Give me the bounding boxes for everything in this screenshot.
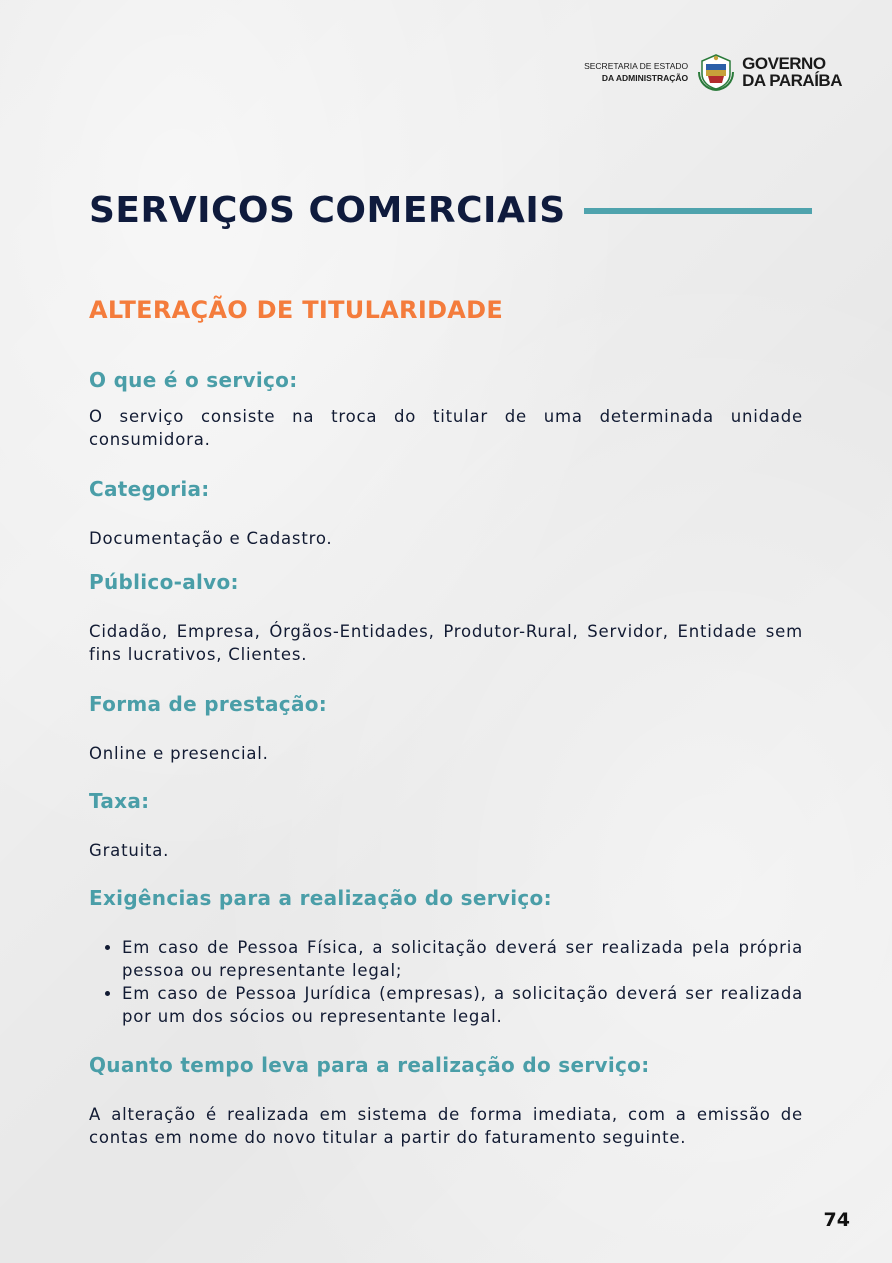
- section-heading-fee: Taxa:: [89, 789, 150, 813]
- list-item: • Em caso de Pessoa Física, a solicitação deverá ser realizada pela própria pessoa ou representante legal;: [122, 936, 803, 982]
- secretaria-line1: SECRETARIA DE ESTADO: [584, 61, 689, 71]
- section-heading-delivery: Forma de prestação:: [89, 692, 328, 716]
- title-divider: [584, 208, 812, 214]
- section-text-what: O serviço consiste na troca do titular de uma determinada unidade consumidora.: [89, 407, 803, 449]
- state-seal-icon: [696, 52, 736, 92]
- section-text-category: Documentação e Cadastro.: [89, 529, 333, 548]
- service-content: [89, 296, 803, 1149]
- page-title-row: [89, 190, 812, 231]
- service-title: ALTERAÇÃO DE TITULARIDADE: [89, 296, 504, 324]
- section-text-time: A alteração é realizada em sistema de forma imediata, com a emissão de contas em nome do novo titular a partir do faturamento seguinte.: [89, 1105, 803, 1147]
- page-title: SERVIÇOS COMERCIAIS: [89, 190, 566, 231]
- gov-line2: DA PARAÍBA: [742, 71, 842, 90]
- gov-line1: GOVERNO: [742, 54, 826, 73]
- section-heading-category: Categoria:: [89, 477, 210, 501]
- secretaria-line2: DA ADMINISTRAÇÃO: [601, 73, 689, 83]
- section-text-audience: Cidadão, Empresa, Órgãos-Entidades, Produtor-Rural, Servidor, Entidade sem fins lucrativos, Clientes.: [89, 622, 803, 664]
- section-heading-audience: Público-alvo:: [89, 570, 239, 594]
- page-number: 74: [823, 1209, 850, 1231]
- requirements-list: [89, 936, 803, 1028]
- section-heading-time: Quanto tempo leva para a realização do serviço:: [89, 1053, 650, 1077]
- secretaria-label: [584, 60, 688, 84]
- section-heading-requirements: Exigências para a realização do serviço:: [89, 886, 552, 910]
- list-item: • Em caso de Pessoa Jurídica (empresas), a solicitação deverá ser realizada por um dos sócios ou representante legal.: [122, 982, 803, 1028]
- section-text-delivery: Online e presencial.: [89, 744, 269, 763]
- section-text-fee: Gratuita.: [89, 841, 170, 860]
- section-heading-what: O que é o serviço:: [89, 368, 298, 392]
- governo-logo-text: [742, 55, 842, 89]
- header-logo: [584, 52, 842, 92]
